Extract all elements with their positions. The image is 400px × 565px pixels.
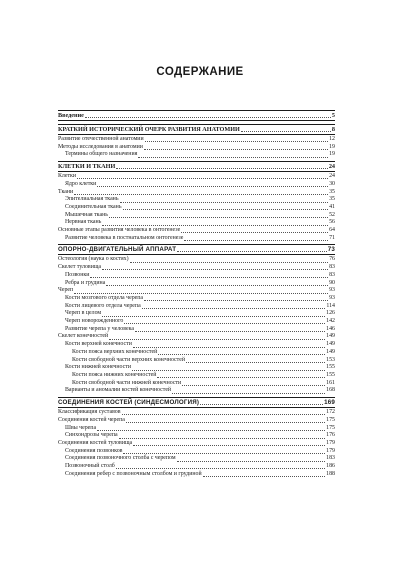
dot-leader bbox=[145, 137, 328, 142]
toc-entry-title: Введение bbox=[58, 112, 84, 119]
toc-page-number: 172 bbox=[326, 409, 335, 416]
dot-leader bbox=[133, 441, 325, 446]
toc-page-number: 83 bbox=[329, 264, 335, 271]
dot-leader bbox=[126, 418, 325, 423]
toc-page-number: 149 bbox=[326, 341, 335, 348]
toc-entry bbox=[58, 287, 335, 295]
toc-entry bbox=[58, 425, 335, 433]
toc-entry bbox=[58, 204, 335, 212]
toc-entry-title: Эпителиальная ткань bbox=[65, 196, 119, 203]
dot-leader bbox=[74, 289, 328, 294]
toc-entry-title: Соединения костей черепа bbox=[58, 416, 125, 423]
toc-entry bbox=[58, 272, 335, 280]
toc-page-number: 155 bbox=[326, 364, 335, 371]
toc-page-number: 24 bbox=[329, 173, 335, 180]
toc-page-number: 24 bbox=[328, 163, 335, 171]
toc-entry bbox=[58, 264, 335, 272]
dot-leader bbox=[132, 366, 325, 371]
toc-entry bbox=[58, 219, 335, 227]
toc-page-number: 12 bbox=[329, 136, 335, 142]
toc-entry bbox=[58, 227, 335, 235]
toc-entry-title: КРАТКИЙ ИСТОРИЧЕСКИЙ ОЧЕРК РАЗВИТИЯ АНАТОМИИ bbox=[58, 126, 240, 133]
toc-entry-title: Скелет туловища bbox=[58, 264, 102, 271]
page-title: СОДЕРЖАНИЕ bbox=[156, 66, 244, 78]
toc-entry bbox=[58, 136, 335, 144]
toc-page-number: 73 bbox=[327, 246, 335, 254]
toc-entry-title: Кости свободной части нижней конечности bbox=[72, 379, 182, 386]
toc-entry-title: Кости пояса нижних конечностей bbox=[72, 371, 157, 378]
toc-entry-title: Основные этапы развития человека в онтогенезе bbox=[58, 227, 181, 234]
toc-entry-title: Кости пояса верхних конечностей bbox=[72, 348, 158, 355]
toc-entry-title: Ткани bbox=[58, 188, 74, 195]
toc-page-number: 19 bbox=[329, 143, 335, 150]
toc-page-number: 126 bbox=[326, 310, 335, 317]
toc-section-heading bbox=[58, 162, 335, 171]
toc-page-number: 186 bbox=[326, 463, 335, 470]
toc-entry-title: Остеология (наука о костях) bbox=[58, 256, 129, 263]
toc-entry bbox=[58, 310, 335, 318]
toc-entry-title: Соединения костей туловища bbox=[58, 439, 133, 446]
dot-leader bbox=[116, 164, 328, 169]
dot-leader bbox=[182, 381, 325, 386]
toc-entry-title: Кости мозгового отдела черепа bbox=[65, 294, 144, 301]
toc-page-number: 161 bbox=[326, 379, 335, 386]
dot-leader bbox=[184, 236, 328, 241]
dot-leader bbox=[157, 373, 325, 378]
toc-page-number: 5 bbox=[331, 112, 335, 119]
dot-leader bbox=[130, 258, 329, 263]
toc-entry-title: Синхондрозы черепа bbox=[65, 432, 118, 439]
dot-leader bbox=[133, 343, 325, 348]
toc-entry-title: Мышечная ткань bbox=[65, 211, 108, 218]
toc-entry bbox=[58, 455, 335, 463]
dot-leader bbox=[177, 247, 327, 252]
toc-page-number: 175 bbox=[326, 416, 335, 423]
toc-entry-title: КЛЕТКИ И ТКАНИ bbox=[58, 163, 116, 171]
toc-entry bbox=[58, 295, 335, 303]
dot-leader bbox=[106, 281, 328, 286]
toc-page-number: 19 bbox=[329, 151, 335, 158]
toc-entry bbox=[58, 417, 335, 425]
toc-page-number: 8 bbox=[331, 126, 335, 133]
dot-leader bbox=[97, 182, 328, 187]
dot-leader bbox=[158, 350, 325, 355]
toc-page-number: 71 bbox=[329, 234, 335, 241]
dot-leader bbox=[97, 426, 325, 431]
toc-entry-title: Развитие человека в постнатальном онтогенезе bbox=[65, 234, 184, 241]
toc-page-number: 35 bbox=[329, 196, 335, 203]
dot-leader bbox=[181, 228, 328, 233]
dot-leader bbox=[186, 358, 325, 363]
toc-entry-title: Соединения ребер с позвоночным столбом и грудиной bbox=[65, 470, 202, 477]
dot-leader bbox=[123, 449, 325, 454]
toc-page-number: 149 bbox=[326, 333, 335, 340]
toc-entry bbox=[58, 341, 335, 349]
dot-leader bbox=[90, 273, 328, 278]
toc-entry-title: Нервная ткань bbox=[65, 219, 102, 226]
toc-entry bbox=[58, 440, 335, 448]
toc-entry-title: Развитие черепа у человека bbox=[65, 325, 134, 332]
toc-page-number: 90 bbox=[329, 279, 335, 286]
toc-entry bbox=[58, 212, 335, 220]
toc-page-number: 41 bbox=[329, 203, 335, 210]
dot-leader bbox=[142, 304, 326, 309]
toc-entry-title: Кости лицевого отдела черепа bbox=[65, 302, 141, 309]
toc-page-number: 142 bbox=[326, 318, 335, 325]
dot-leader bbox=[144, 145, 328, 150]
toc-entry-title: Череп новорожденного bbox=[65, 318, 124, 325]
toc-entry-title: Швы черепа bbox=[65, 424, 97, 431]
dot-leader bbox=[124, 319, 325, 324]
toc-entry bbox=[58, 173, 335, 181]
toc-entry-title: Соединительная ткань bbox=[65, 203, 122, 210]
dot-leader bbox=[102, 312, 325, 317]
dot-leader bbox=[241, 127, 331, 132]
dot-leader bbox=[85, 113, 331, 118]
toc-page-number: 169 bbox=[324, 399, 335, 407]
toc-page-number: 52 bbox=[329, 211, 335, 218]
toc-page-number: 76 bbox=[329, 256, 335, 263]
toc-section-block bbox=[58, 408, 335, 480]
dot-leader bbox=[77, 174, 328, 179]
toc-entry-title: Череп в целом bbox=[65, 310, 102, 317]
toc-page-number: 149 bbox=[326, 348, 335, 355]
toc-page-number: 155 bbox=[326, 371, 335, 378]
toc-entry-title: Кости свободной части верхних конечностей bbox=[72, 356, 185, 363]
toc-section-block bbox=[58, 255, 335, 397]
dot-leader bbox=[200, 400, 323, 405]
toc-page-number: 114 bbox=[326, 302, 335, 309]
dot-leader bbox=[135, 327, 325, 332]
toc-entry-title: Варианты и аномалии костей конечностей bbox=[65, 387, 172, 394]
toc-entry-title: Развитие отечественной анатомии bbox=[58, 136, 144, 142]
dot-leader bbox=[109, 213, 328, 218]
dot-leader bbox=[203, 472, 326, 477]
toc-entry bbox=[58, 151, 335, 159]
toc-entry-title: Позвоночный столб bbox=[65, 463, 115, 470]
toc-entry-title: Соединения позвоночного столба с черепом bbox=[65, 455, 176, 462]
table-of-contents bbox=[58, 110, 335, 480]
dot-leader bbox=[123, 205, 329, 210]
dot-leader bbox=[116, 464, 325, 469]
toc-page-number: 168 bbox=[326, 387, 335, 394]
toc-page-number: 64 bbox=[329, 227, 335, 234]
toc-page-number: 188 bbox=[326, 470, 335, 477]
toc-entry bbox=[58, 432, 335, 440]
toc-entry-title: Методы исследования в анатомии bbox=[58, 143, 143, 150]
toc-entry bbox=[58, 196, 335, 204]
dot-leader bbox=[177, 457, 326, 462]
toc-entry-title: СОЕДИНЕНИЯ КОСТЕЙ (СИНДЕСМОЛОГИЯ) bbox=[58, 399, 200, 407]
toc-page-number: 183 bbox=[326, 455, 335, 462]
dot-leader bbox=[138, 153, 328, 158]
toc-entry bbox=[58, 303, 335, 311]
dot-leader bbox=[109, 335, 325, 340]
dot-leader bbox=[172, 389, 325, 394]
toc-section-heading bbox=[58, 125, 335, 134]
dot-leader bbox=[120, 198, 329, 203]
dot-leader bbox=[102, 221, 328, 226]
dot-leader bbox=[144, 296, 328, 301]
dot-leader bbox=[122, 410, 326, 415]
toc-page-number: 176 bbox=[326, 432, 335, 439]
toc-page-number: 179 bbox=[326, 439, 335, 446]
toc-entry bbox=[58, 349, 335, 357]
toc-entry bbox=[58, 235, 335, 243]
toc-page-number: 153 bbox=[326, 356, 335, 363]
toc-section-heading bbox=[58, 111, 335, 120]
toc-section-heading bbox=[58, 245, 335, 254]
toc-page-number: 93 bbox=[329, 287, 335, 294]
toc-entry bbox=[58, 471, 335, 479]
toc-entry bbox=[58, 181, 335, 189]
toc-entry bbox=[58, 318, 335, 326]
toc-entry-title: Клетки bbox=[58, 173, 77, 180]
toc-entry-title: Скелет конечностей bbox=[58, 333, 109, 340]
toc-entry-title: Термины общего назначения bbox=[65, 151, 138, 158]
toc-entry bbox=[58, 409, 335, 417]
toc-entry-title: Ребра и грудина bbox=[65, 279, 106, 286]
toc-section-block bbox=[58, 135, 335, 161]
toc-page-number: 56 bbox=[329, 219, 335, 226]
toc-entry bbox=[58, 189, 335, 197]
toc-entry bbox=[58, 387, 335, 395]
dot-leader bbox=[119, 434, 326, 439]
toc-page-number: 35 bbox=[329, 188, 335, 195]
toc-page-number: 179 bbox=[326, 447, 335, 454]
dot-leader bbox=[102, 265, 328, 270]
toc-entry bbox=[58, 280, 335, 288]
toc-entry-title: Кости верхней конечности bbox=[65, 341, 132, 348]
toc-entry bbox=[58, 256, 335, 264]
toc-entry-title: ОПОРНО-ДВИГАТЕЛЬНЫЙ АППАРАТ bbox=[58, 246, 177, 254]
toc-entry-title: Соединения позвонков bbox=[65, 447, 123, 454]
toc-entry bbox=[58, 372, 335, 380]
toc-entry-title: Кости нижней конечности bbox=[65, 364, 131, 371]
toc-page-number: 30 bbox=[329, 180, 335, 187]
toc-entry-title: Череп bbox=[58, 287, 74, 294]
toc-entry bbox=[58, 364, 335, 372]
toc-section-block bbox=[58, 172, 335, 244]
toc-entry-title: Ядро клетки bbox=[65, 180, 97, 187]
toc-entry-title: Позвонки bbox=[65, 271, 90, 278]
toc-section-heading bbox=[58, 398, 335, 407]
toc-page-number: 83 bbox=[329, 271, 335, 278]
dot-leader bbox=[74, 190, 328, 195]
toc-entry bbox=[58, 463, 335, 471]
toc-entry-title: Классификация суставов bbox=[58, 409, 121, 416]
toc-page-number: 146 bbox=[326, 325, 335, 332]
toc-page-number: 93 bbox=[329, 294, 335, 301]
toc-page-number: 175 bbox=[326, 424, 335, 431]
